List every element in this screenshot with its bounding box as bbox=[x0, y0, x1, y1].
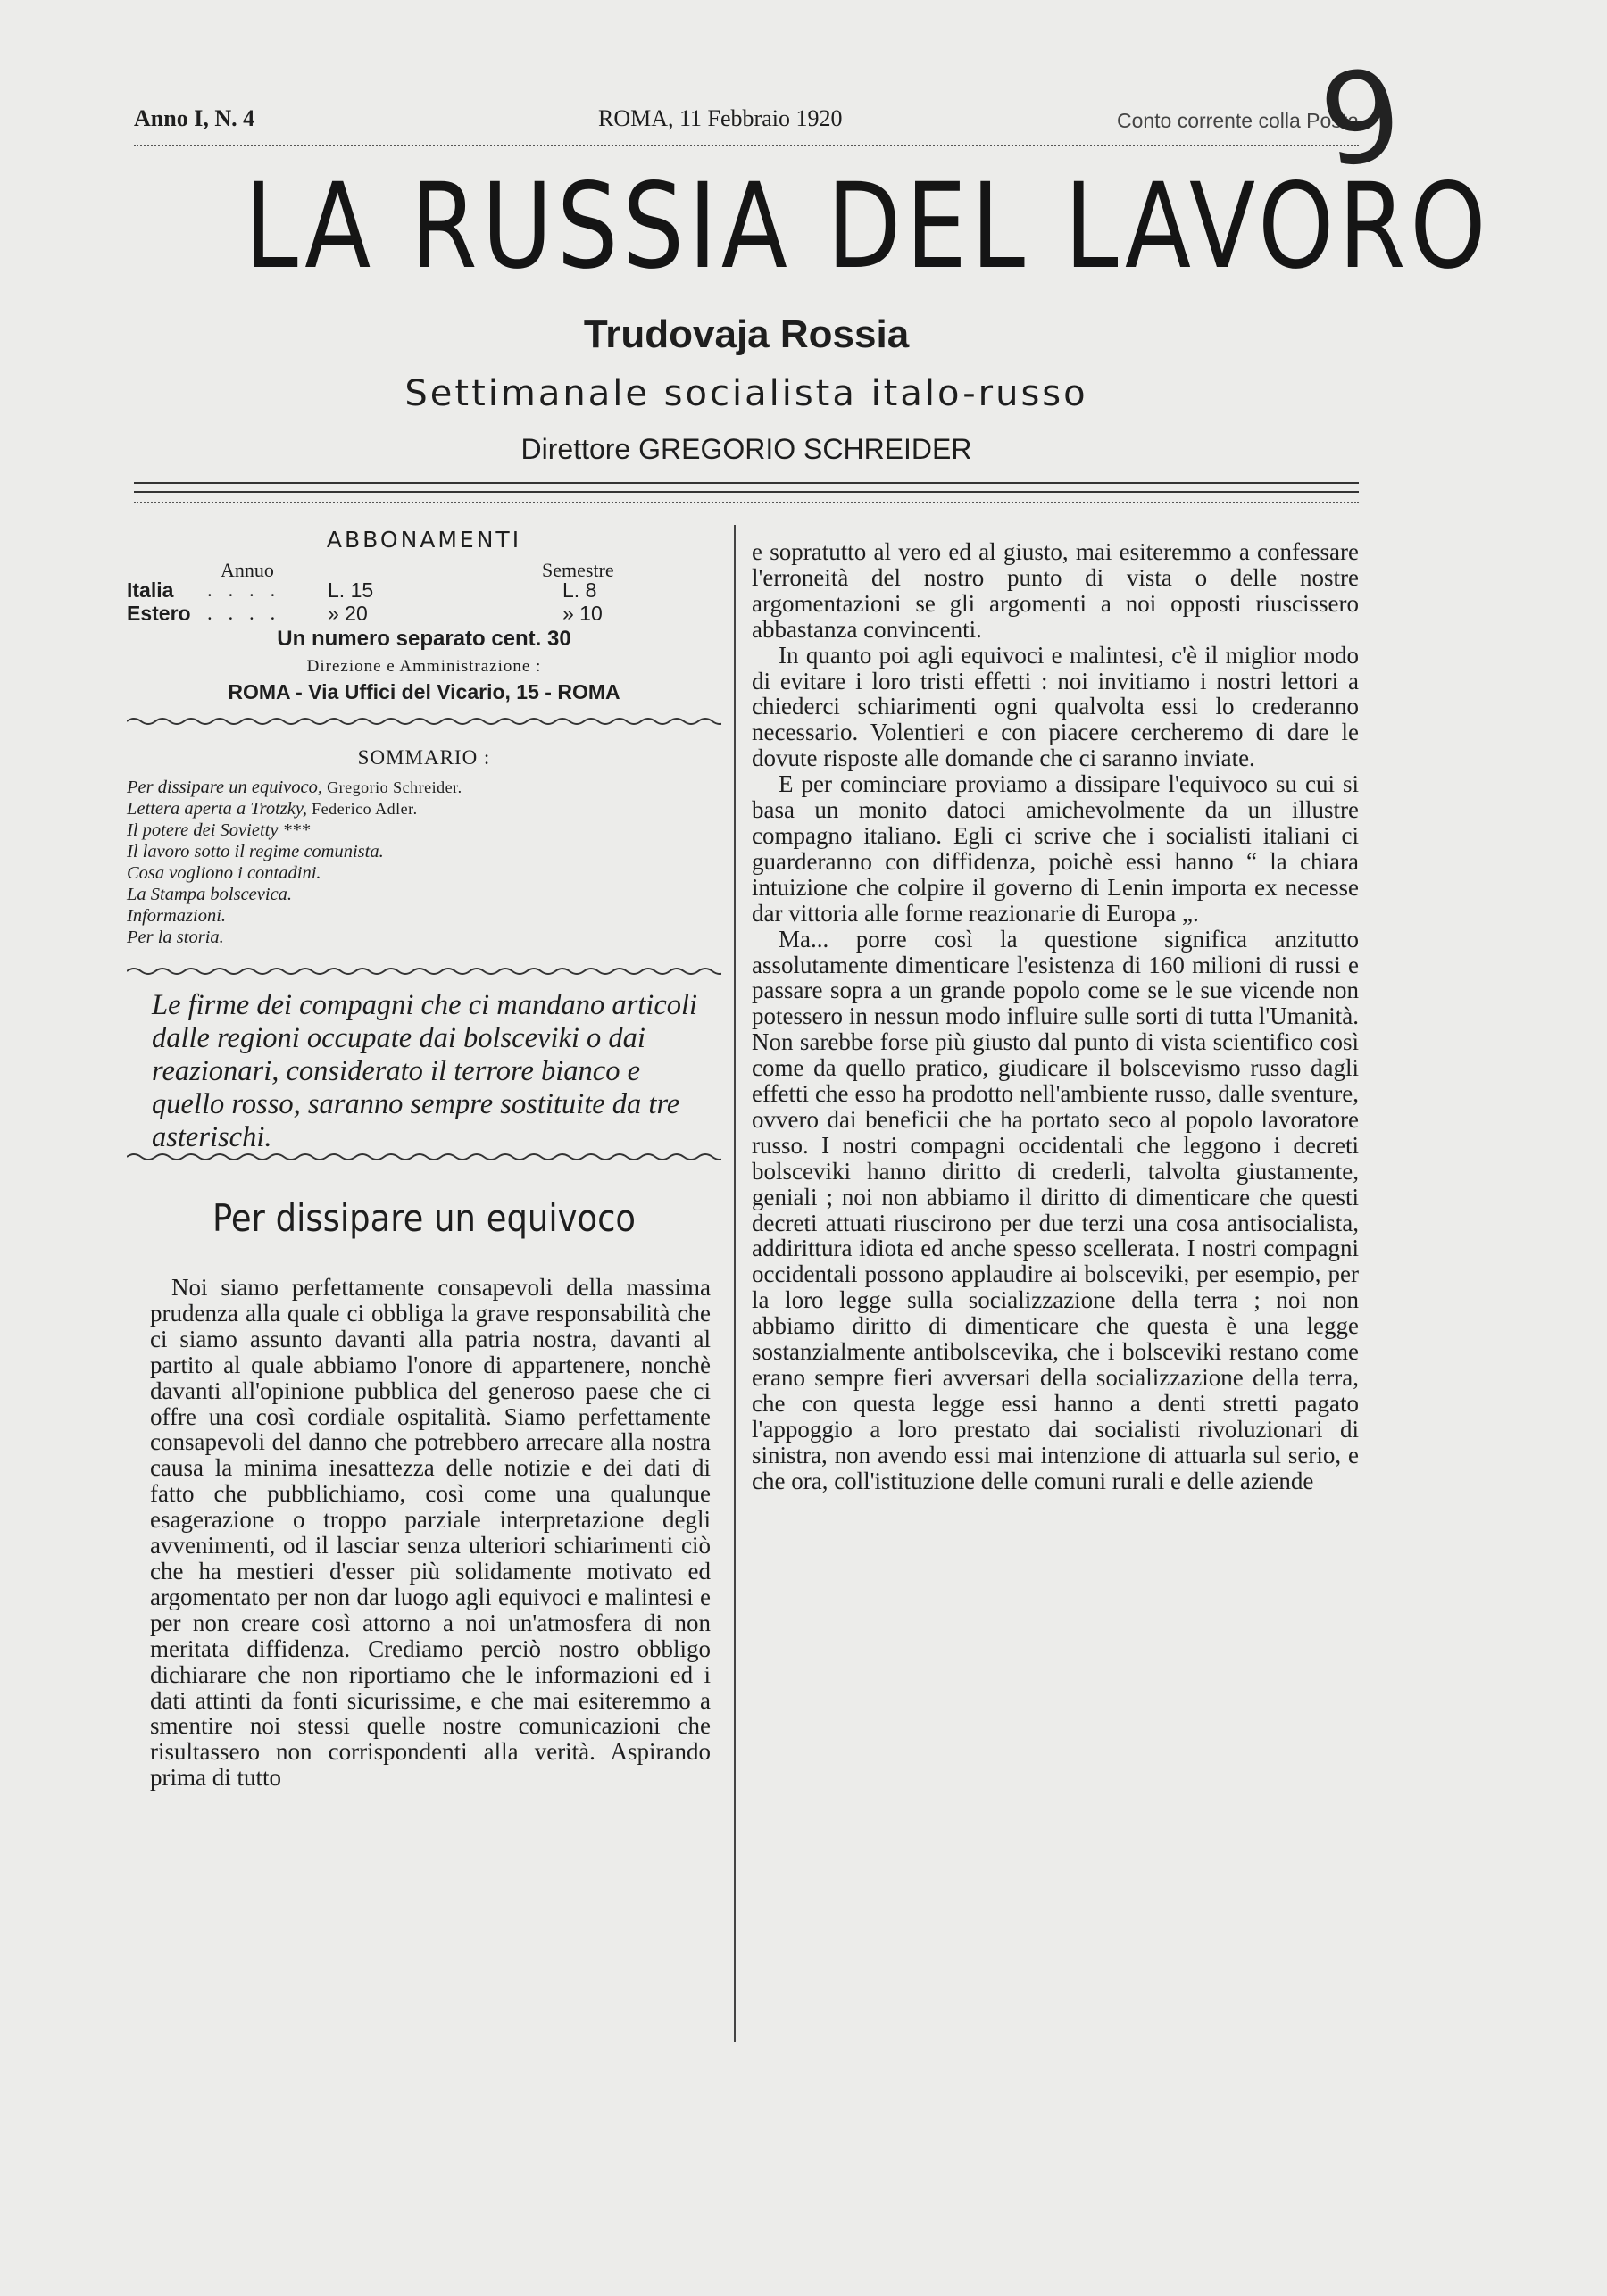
single-issue-price: Un numero separato cent. 30 bbox=[277, 627, 571, 651]
article-title: Per dissipare un equivoco bbox=[212, 1196, 637, 1240]
postal-notice: Conto corrente colla Posta bbox=[1116, 109, 1359, 132]
header-rule bbox=[134, 145, 1359, 146]
summary-item bbox=[127, 862, 721, 884]
subscription-row bbox=[127, 578, 721, 603]
subscriptions-title: ABBONAMENTI bbox=[326, 527, 522, 553]
column-divider bbox=[734, 525, 736, 2042]
article-paragraph: E per cominciare proviamo a dissipare l'equivoco su cui si basa un monito datoci amichevolmente da un illustre compagno italiano. Egli ci scrive che i socialisti italiani ci guarderanno con diffidenza, poichè essi hanno “ la chiara intuizione che colpire il governo di Lenin importa ex necesse dar vittoria alle forme reazionarie di Europa „. bbox=[752, 770, 1359, 927]
article-paragraph: In quanto poi agli equivoci e malintesi, c'è il miglior modo di evitare i loro tristi effetti : noi invitiamo i nostri lettori a chiederci schiarimenti ogni qualvolta essi lo crederanno necessario. Volentieri e con piacere cercheremo di dare le dovute risposte alle domande che ci saranno inviate. bbox=[752, 641, 1359, 772]
summary-item-title: Per dissipare un equivoco, bbox=[127, 778, 323, 797]
subscription-dots: . . . . bbox=[207, 578, 281, 601]
summary-item bbox=[127, 777, 721, 798]
wavy-divider bbox=[127, 966, 721, 977]
masthead-rule bbox=[134, 482, 1359, 493]
subscription-country: Estero bbox=[127, 602, 191, 625]
article-body-left bbox=[150, 1275, 711, 1791]
subscription-semester-price: » 10 bbox=[562, 602, 603, 625]
summary-item-title: Il lavoro sotto il regime comunista. bbox=[127, 842, 384, 861]
subscription-dots: . . . . bbox=[207, 602, 281, 624]
issue-date: ROMA, 11 Febbraio 1920 bbox=[598, 105, 843, 131]
administration-label: Direzione e Amministrazione : bbox=[306, 657, 542, 676]
header-line bbox=[134, 105, 1359, 141]
subscription-row bbox=[127, 602, 721, 627]
summary-item-title: La Stampa bolscevica. bbox=[127, 885, 293, 904]
summary-list bbox=[127, 777, 721, 948]
masthead-subtitle: Trudovaja Rossia bbox=[583, 312, 910, 356]
subscription-country: Italia bbox=[127, 578, 174, 602]
handwritten-mark: 9 bbox=[1311, 41, 1411, 197]
signature-notice: Le firme dei compagni che ci mandano articoli dalle regioni occupate dai bolsceviki o dai reazionari, considerato il terrore bianco e quello rosso, saranno sempre sostituite da tre asterischi. bbox=[152, 989, 698, 1153]
wavy-divider bbox=[127, 1152, 721, 1162]
summary-item-author: Federico Adler. bbox=[312, 800, 418, 818]
article-paragraph: Ma... porre così la questione significa anzitutto assolutamente dimenticare l'esistenza di 160 milioni di russi e passare sopra a un grande popolo come se le sue vicende non potessero in nessun modo influire sulle sorti di tutta l'Umanità. Non sarebbe forse più giusto dal punto di vista scientifico così come da quello pratico, giudicare il bolscevismo russo dagli effetti che esso ha prodotto nell'ambiente russo, dalle sventure, ovvero dai beneficii che ha portato seco al popolo lavoratore russo. I nostri compagni occidentali che leggono i decreti bolsceviki hanno diritto di crederli, talvolta giustamente, geniali ; noi non abbiamo il diritto di dimenticare che questi decreti attuati riuscirono per due terzi una cosa antisocialista, addirittura idiota ed anche spesso scellerata. I nostri compagni occidentali possono applaudire ai bolsceviki, per esempio, per la loro legge sulla socializzazione della terra ; noi non abbiamo diritto di dimenticare che questa è una legge sostanzialmente antibolscevika, che i bolsceviki restano come erano sempre fieri avversari della socializzazione della terra, che con questa legge essi hanno a denti stretti pagato l'appoggio a loro prestato dai socialisti rivoluzionari di sinistra, non avendo essi mai intenzione di attuarla sul serio, e che ora, coll'istituzione delle comuni rurali e delle aziende bbox=[752, 925, 1359, 1494]
wavy-divider bbox=[127, 716, 721, 727]
summary-item bbox=[127, 841, 721, 862]
article-paragraph: Noi siamo perfettamente consapevoli della massima prudenza alla quale ci obbliga la grave responsabilità che ci siamo assunto davanti alla patria nostra, davanti al partito al quale abbiamo l'onore di appartenere, nonchè davanti all'opinione pubblica del generoso paese che ci offre una così cordiale ospitalità. Siamo perfettamente consapevoli del danno che potrebbero arrecare alla nostra causa la minima inesattezza delle notizie e dei dati di fatto che pubblichiamo, così come una qualunque esagerazione o troppo parziale interpretazione degli avvenimenti, od il lasciar senza ulteriori schiarimenti ciò che ha mestieri d'esser più solidamente motivato ed argomentato per non dar luogo agli equivoci e malintesi e per non creare così attorno a noi un'atmosfera di non meritata diffidenza. Crediamo perciò nostro obbligo dichiarare che non riportiamo che le informazioni ed i dati attinti da fonti sicurissime, e che mai esiteremmo a smentire noi stessi quelle nostre comunicazioni che risultassero non corrispondenti alla verità. Aspirando prima di tutto bbox=[150, 1274, 711, 1792]
summary-item-title: Informazioni. bbox=[127, 906, 227, 926]
subscriptions-annual-header: Annuo bbox=[221, 559, 274, 581]
subscription-semester-price: L. 8 bbox=[562, 578, 597, 602]
right-column bbox=[752, 539, 1359, 1494]
summary-item bbox=[127, 905, 721, 927]
subscriptions-semester-header: Semestre bbox=[542, 559, 614, 581]
subscription-annual-price: L. 15 bbox=[328, 578, 374, 602]
masthead-dotted-rule bbox=[134, 502, 1359, 503]
summary-item-title: Lettera aperta a Trotzky, bbox=[127, 799, 307, 819]
summary-item bbox=[127, 798, 721, 819]
subscription-annual-price: » 20 bbox=[328, 602, 368, 625]
summary-title bbox=[127, 746, 721, 769]
article-paragraph: e sopratutto al vero ed al giusto, mai esiteremmo a confessare l'erroneità del nostro punto di vista o delle nostre argomentazioni se gli argomenti a noi opposti riuscissero abbastanza convincenti. bbox=[752, 538, 1359, 643]
summary-item bbox=[127, 884, 721, 905]
summary-item bbox=[127, 927, 721, 948]
summary-item-author: Gregorio Schreider. bbox=[327, 778, 462, 796]
masthead-director: Direttore GREGORIO SCHREIDER bbox=[520, 433, 972, 465]
summary-item bbox=[127, 819, 721, 841]
summary-title-text: SOMMARIO : bbox=[357, 746, 491, 769]
administration-address: ROMA - Via Uffici del Vicario, 15 - ROMA bbox=[228, 680, 620, 703]
summary-item-title: Per la storia. bbox=[127, 928, 224, 947]
masthead-tagline: Settimanale socialista italo-russo bbox=[404, 373, 1088, 414]
summary-item-title: Cosa vogliono i contadini. bbox=[127, 863, 321, 883]
issue-number: Anno I, N. 4 bbox=[134, 105, 255, 131]
summary-item-title: Il potere dei Sovietty *** bbox=[127, 820, 311, 840]
masthead-title: LA RUSSIA DEL LAVORO bbox=[244, 158, 1491, 295]
